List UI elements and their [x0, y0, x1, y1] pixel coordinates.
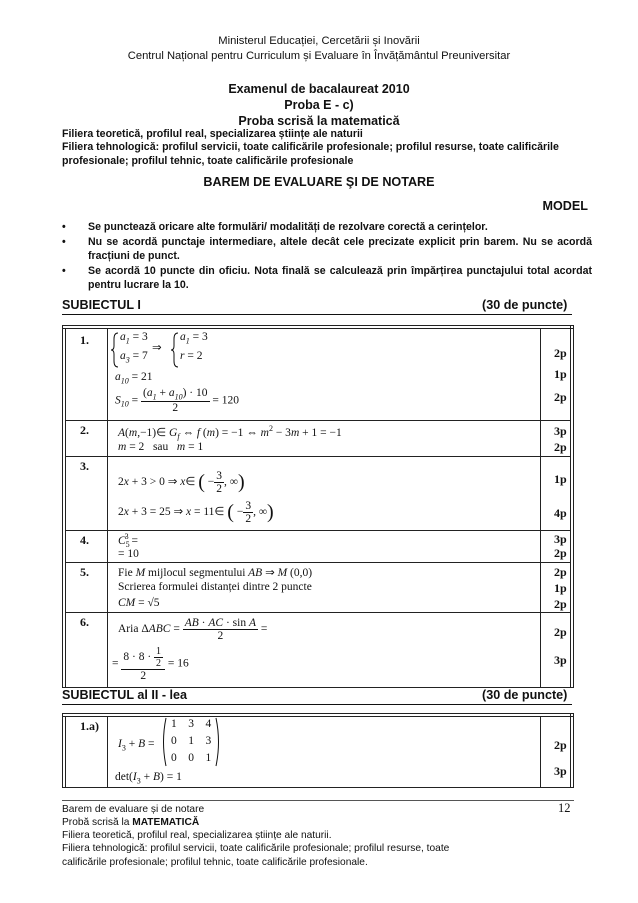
subiect-1-underline [62, 314, 572, 315]
points: 1p [554, 367, 567, 381]
subiect-1-points: (30 de puncte) [482, 298, 568, 312]
subiect-2-points: (30 de puncte) [482, 688, 568, 702]
footer-subject-name: MATEMATICĂ [132, 817, 200, 828]
item-number: 6. [80, 615, 89, 629]
eq-combination-value: = 10 [118, 548, 139, 560]
rule-item: • Se acordă 10 puncte din oficiu. Nota finală se calculează prin împărțirea punctajului total acordat pentru lucrare la 10. [62, 265, 592, 291]
eq-determinant: $\det(I_3 + B) = 1$ [115, 771, 182, 786]
eq-s10: $S_{10}$ = $\frac{(a_1 + a_{10}) \cdot 10}{2}$ = 120 [115, 387, 240, 415]
footer-divider [62, 800, 574, 801]
footer-filiera-teoretica: Filiera teoretică, profilul real, specializarea științe ale naturii. [62, 830, 332, 841]
points: 3p [554, 764, 567, 778]
eq-area-formula: Aria ΔABC = $\frac{\text{AB · AC · sin A}}{2}$ = [118, 617, 268, 642]
footer-subject-prefix: Probă scrisă la [62, 817, 133, 828]
eq-a3-7: $a_3 = 7$ [120, 350, 148, 365]
points: 4p [554, 506, 567, 520]
eq-cm: CM = √5 [118, 597, 160, 609]
implies-arrow: ⇒ [152, 342, 162, 354]
item-number: 3. [80, 459, 89, 473]
points: 2p [554, 597, 567, 611]
eq-a10: $a_{10} = 21$ [115, 371, 153, 386]
points: 2p [554, 546, 567, 560]
distance-formula-text: Scrierea formulei distanței dintre 2 puncte [118, 581, 312, 593]
eq-m-values: m = 2 sau m = 1 [118, 441, 204, 453]
page-number: 12 [558, 801, 571, 815]
eq-a1-3: $a_1 = 3$ [120, 331, 148, 346]
footer-filiera-tehnologica: Filiera tehnologică: profilul servicii, toate calificările profesionale; profilul resurse, toate calificările profesionale; profilul tehnic, toate calificările profesionale. [62, 843, 450, 868]
eq-solution: 2x + 3 = 25 ⇒ x = 11∈ ( − $\frac{3}{2}$ , ∞) [118, 500, 274, 525]
points: 2p [554, 390, 567, 404]
rule-text: Se acordă 10 puncte din oficiu. Nota finală se calculează prin împărțirea punctajului total acordat pentru lucrare la 10. [88, 265, 592, 291]
matrix-row-2: 0 1 3 [171, 735, 212, 747]
subiect-2-title: SUBIECTUL al II - lea [62, 688, 188, 702]
points: 3p [554, 532, 567, 546]
filiera-tehnologica: Filiera tehnologică: profilul servicii, toate calificările profesionale; profilul resurse, toate calificările profesionale; profilul tehnic, toate calificările profesionale [62, 141, 559, 167]
exam-title: Examenul de bacalaureat 2010 [228, 82, 410, 96]
eq-midpoint: Fie M mijlocul segmentului AB ⇒ M (0,0) [118, 567, 313, 579]
matrix-row-1: 1 3 4 [171, 718, 212, 730]
matrix-row-3: 0 0 1 [171, 752, 212, 764]
subiect-2-underline [62, 704, 572, 705]
filiera-teoretica: Filiera teoretică, profilul real, specializarea științe ale naturii [62, 128, 363, 140]
points: 3p [554, 424, 567, 438]
points: 3p [554, 653, 567, 667]
points: 2p [554, 625, 567, 639]
item-number: 4. [80, 533, 89, 547]
proba-title: Proba E - c) [284, 98, 354, 112]
item-number: 1. [80, 333, 89, 347]
sau-word: sau [152, 441, 169, 453]
footer-barem: Barem de evaluare și de notare [62, 804, 205, 815]
fie-word: Fie [118, 567, 133, 579]
eq-domain: 2x + 3 > 0 ⇒ x∈ ( − $\frac{3}{2}$ , ∞) [118, 470, 245, 495]
points: 2p [554, 346, 567, 360]
rule-text: Se punctează oricare alte formulări/ modalități de rezolvare corectă a cerințelor. [88, 221, 488, 233]
eq-combination: $C_5^3$ = [118, 532, 139, 550]
eq-a1-3b: $a_1 = 3$ [180, 331, 208, 346]
aria-word: Aria [118, 623, 139, 636]
points: 2p [554, 440, 567, 454]
barem-title: BAREM DE EVALUARE ŞI DE NOTARE [203, 175, 435, 189]
item-number: 2. [80, 423, 89, 437]
rule-item: • Nu se acordă punctaje intermediare, altele decât cele precizate explicit prin barem. Nu se acordă fracțiuni de punct. [62, 236, 592, 262]
proba-scrisa: Proba scrisă la matematică [238, 114, 400, 128]
points: 1p [554, 581, 567, 595]
points: 2p [554, 565, 567, 579]
rule-item: • Se punctează oricare alte formulări/ modalități de rezolvare corectă a cerințelor. [62, 221, 488, 233]
model-label: MODEL [542, 199, 588, 213]
grading-rules [62, 220, 592, 293]
points: 2p [554, 738, 567, 752]
rule-text: Nu se acordă punctaje intermediare, altele decât cele precizate explicit prin barem. Nu se acordă fracțiuni de punct. [88, 236, 592, 262]
eq-r-2: r = 2 [180, 350, 203, 362]
footer-subject [62, 816, 199, 830]
item-number: 1.a) [80, 719, 99, 733]
ministry-line: Ministerul Educației, Cercetării și Inovării [218, 35, 420, 47]
eq-point-on-graph: A(m,−1)∈ $G_f$ ⇔ f (m) = −1 ⇔ $m^2 - 3m + 1 = -1$ [118, 424, 342, 442]
points: 1p [554, 472, 567, 486]
center-line: Centrul Național pentru Curriculum și Evaluare în Învățământul Preuniversitar [127, 50, 511, 62]
eq-area-value: = 8 · 8 · $\frac{1}{2}$ 2 = 16 [112, 646, 189, 682]
mijlocul-text: mijlocul segmentului [148, 567, 246, 579]
eq-i3-plus-b: $I_3 + B$ = [118, 738, 155, 753]
subiect-1-title: SUBIECTUL I [62, 298, 141, 312]
item-number: 5. [80, 565, 89, 579]
